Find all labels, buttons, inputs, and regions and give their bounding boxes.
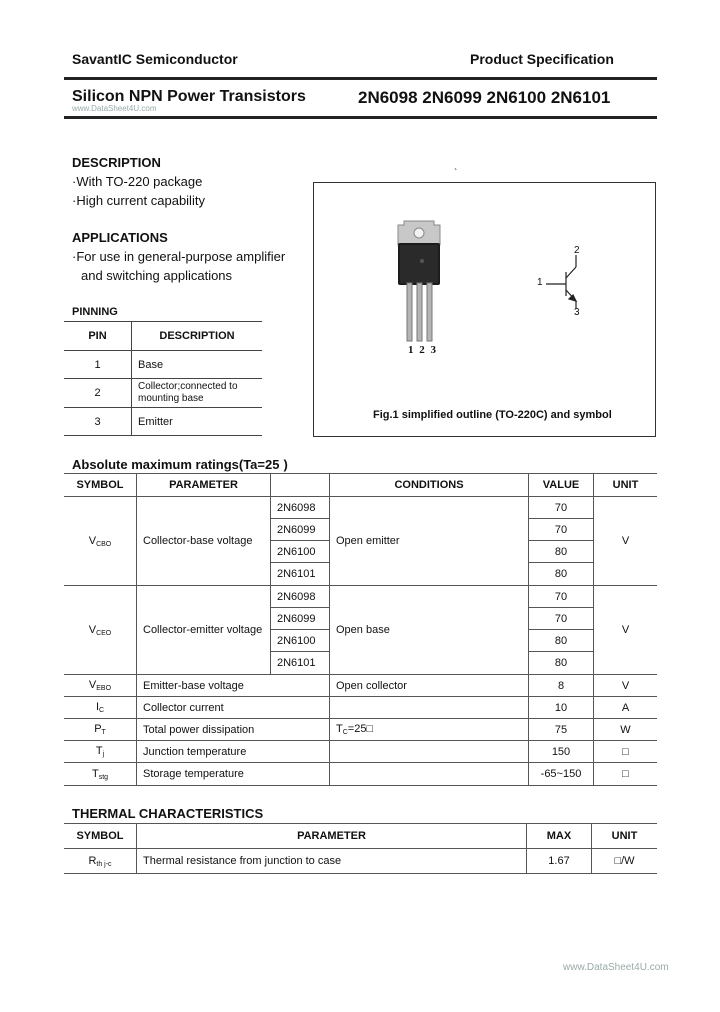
value-cell: 80 <box>529 541 594 563</box>
package-and-symbol-drawing <box>314 183 657 438</box>
table-row <box>64 741 657 763</box>
doc-type: Product Specification <box>470 51 614 67</box>
package-pin-labels: 1 2 3 <box>408 344 436 356</box>
part-cell: 2N6099 <box>271 519 330 541</box>
doc-title: Silicon NPN Power Transistors <box>72 88 306 105</box>
col-conditions: CONDITIONS <box>330 474 529 497</box>
value-cell: 10 <box>529 697 594 719</box>
pinning-table <box>64 321 262 436</box>
col-unit: UNIT <box>592 824 658 849</box>
pin-number: 1 <box>64 351 132 379</box>
pin-description: Base <box>132 351 263 379</box>
thermal-heading: THERMAL CHARACTERISTICS <box>72 806 264 821</box>
value-cell: 8 <box>529 675 594 697</box>
table-row <box>64 719 657 741</box>
col-parameter: PARAMETER <box>137 824 527 849</box>
value-cell: 150 <box>529 741 594 763</box>
value-cell: 70 <box>529 608 594 630</box>
value-cell: 70 <box>529 519 594 541</box>
description-item: ·High current capability <box>72 193 205 208</box>
pin-desc-col-header: DESCRIPTION <box>132 322 263 351</box>
condition-cell: Open emitter <box>330 497 529 586</box>
parameter-cell: Thermal resistance from junction to case <box>137 849 527 874</box>
pinning-heading: PINNING <box>72 306 118 318</box>
applications-line: ·For use in general-purpose amplifier <box>72 249 286 264</box>
pin-number: 3 <box>64 408 132 436</box>
symbol-cell: $R_{th j-c}$ <box>64 849 137 874</box>
table-row <box>64 351 262 379</box>
max-cell: 1.67 <box>527 849 592 874</box>
company-name: SavantIC Semiconductor <box>72 51 238 67</box>
abs-max-table <box>64 473 657 786</box>
col-value: VALUE <box>529 474 594 497</box>
part-cell: 2N6100 <box>271 541 330 563</box>
unit-cell: W <box>594 719 658 741</box>
part-cell: 2N6099 <box>271 608 330 630</box>
value-cell: 70 <box>529 586 594 608</box>
symbol-cell: $V_{EBO}$ <box>64 675 137 697</box>
condition-cell <box>330 741 529 763</box>
condition-cell: Open base <box>330 586 529 675</box>
applications-heading: APPLICATIONS <box>72 230 168 245</box>
part-cell: 2N6101 <box>271 563 330 586</box>
parameter-cell: Collector-base voltage <box>137 497 271 586</box>
table-row <box>64 849 657 874</box>
value-cell: 75 <box>529 719 594 741</box>
pin-number: 2 <box>64 379 132 408</box>
condition-cell: Open collector <box>330 675 529 697</box>
applications-line: and switching applications <box>81 268 233 283</box>
parameter-cell: Storage temperature <box>137 763 330 786</box>
condition-cell <box>330 763 529 786</box>
table-row <box>64 497 657 519</box>
pin-description: Collector;connected to mounting base <box>132 379 263 408</box>
condition-cell <box>330 697 529 719</box>
col-max: MAX <box>527 824 592 849</box>
part-numbers: 2N6098 2N6099 2N6100 2N6101 <box>358 88 611 107</box>
col-unit: UNIT <box>594 474 658 497</box>
unit-cell: V <box>594 675 658 697</box>
condition-cell: $T_C=25□$ <box>330 719 529 741</box>
symbol-pin2-label: 2 <box>574 245 580 256</box>
parameter-cell: Emitter-base voltage <box>137 675 330 697</box>
description-heading: DESCRIPTION <box>72 155 161 170</box>
unit-cell: A <box>594 697 658 719</box>
header-rule-top <box>64 77 657 80</box>
stray-mark: ` <box>454 168 458 179</box>
table-row <box>64 697 657 719</box>
table-row <box>64 763 657 786</box>
watermark-top: www.DataSheet4U.com <box>72 104 157 113</box>
unit-cell: V <box>594 586 658 675</box>
col-parameter: PARAMETER <box>137 474 271 497</box>
value-cell: 80 <box>529 652 594 675</box>
unit-cell: □/W <box>592 849 658 874</box>
table-row <box>64 586 657 608</box>
symbol-pin3-label: 3 <box>574 307 580 318</box>
value-cell: -65~150 <box>529 763 594 786</box>
symbol-cell: $I_C$ <box>64 697 137 719</box>
col-symbol: SYMBOL <box>64 474 137 497</box>
to220-package-image <box>398 221 440 341</box>
symbol-cell: $V_{CEO}$ <box>64 586 137 675</box>
unit-cell: V <box>594 497 658 586</box>
value-cell: 70 <box>529 497 594 519</box>
value-cell: 80 <box>529 563 594 586</box>
parameter-cell: Collector current <box>137 697 330 719</box>
col-symbol: SYMBOL <box>64 824 137 849</box>
description-item: ·With TO-220 package <box>72 174 203 189</box>
symbol-pin1-label: 1 <box>537 277 543 288</box>
pin-col-header: PIN <box>64 322 132 351</box>
table-row <box>64 408 262 436</box>
part-cell: 2N6098 <box>271 497 330 519</box>
parameter-cell: Junction temperature <box>137 741 330 763</box>
symbol-cell: $V_{CBO}$ <box>64 497 137 586</box>
symbol-cell: $T_j$ <box>64 741 137 763</box>
part-cell: 2N6098 <box>271 586 330 608</box>
pin-description: Emitter <box>132 408 263 436</box>
parameter-cell: Total power dissipation <box>137 719 330 741</box>
unit-cell: □ <box>594 741 658 763</box>
abs-max-heading: Absolute maximum ratings(Ta=25 ) <box>72 457 288 472</box>
symbol-cell: $T_{stg}$ <box>64 763 137 786</box>
thermal-table <box>64 823 657 874</box>
symbol-cell: $P_T$ <box>64 719 137 741</box>
unit-cell: □ <box>594 763 658 786</box>
value-cell: 80 <box>529 630 594 652</box>
part-cell: 2N6101 <box>271 652 330 675</box>
header-rule-bottom <box>64 116 657 119</box>
figure-box <box>313 182 656 437</box>
npn-symbol <box>546 255 576 309</box>
footer-watermark: www.DataSheet4U.com <box>563 962 669 973</box>
table-row <box>64 675 657 697</box>
part-cell: 2N6100 <box>271 630 330 652</box>
figure-caption: Fig.1 simplified outline (TO-220C) and symbol <box>373 409 612 421</box>
table-row <box>64 379 262 408</box>
parameter-cell: Collector-emitter voltage <box>137 586 271 675</box>
